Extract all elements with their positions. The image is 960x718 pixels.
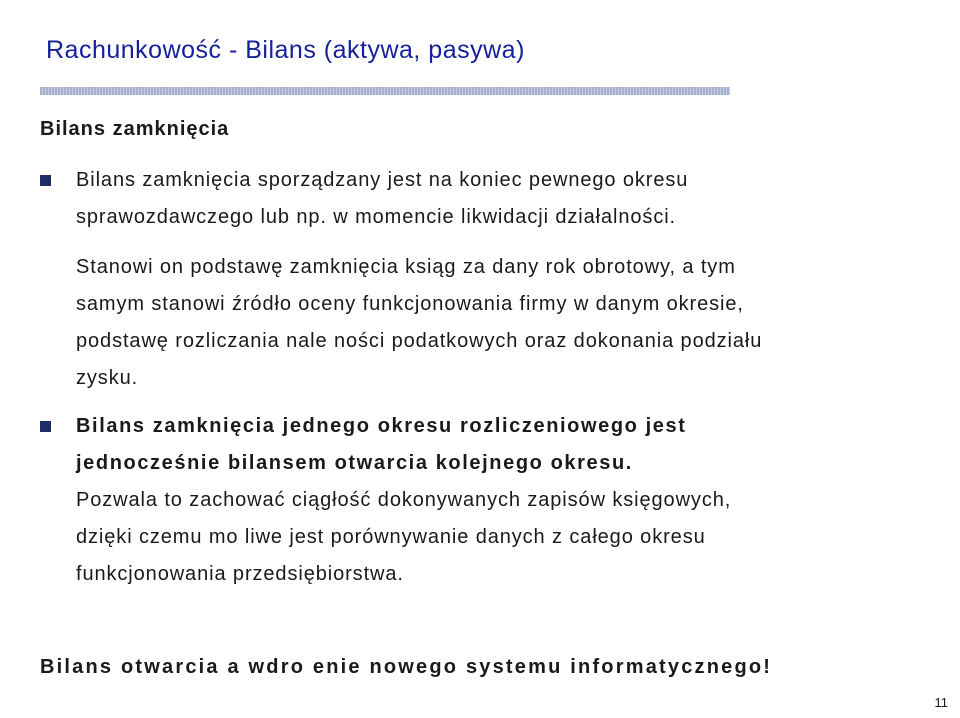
- bullet-3-line-3: funkcjonowania przedsiębiorstwa.: [76, 563, 404, 585]
- bullet-item-3: [76, 408, 936, 593]
- title-underline: [40, 87, 730, 95]
- bullet-3-line-2: dzięki czemu mo liwe jest porównywanie danych z całego okresu: [76, 526, 706, 548]
- bullet-3-bold-line-1: Bilans zamknięcia jednego okresu rozliczeniowego jest: [76, 415, 687, 437]
- bullet-1-line-2: sprawozdawczego lub np. w momencie likwidacji działalności.: [76, 206, 677, 228]
- page-number: 11: [934, 695, 948, 710]
- paragraph-2-line-2: samym stanowi źródło oceny funkcjonowania firmy w danym okresie,: [76, 293, 744, 315]
- bullet-item-1: [76, 162, 936, 236]
- bullet-1-line-1: Bilans zamknięcia sporządzany jest na koniec pewnego okresu: [76, 169, 689, 191]
- paragraph-2-line-4: zysku.: [76, 367, 139, 389]
- bullet-3-line-1: Pozwala to zachować ciągłość dokonywanych zapisów księgowych,: [76, 489, 732, 511]
- bullet-icon: [40, 175, 51, 186]
- footer-note: Bilans otwarcia a wdro enie nowego systemu informatycznego!: [40, 656, 773, 678]
- paragraph-2-line-3: podstawę rozliczania nale ności podatkowych oraz dokonania podziału: [76, 330, 763, 352]
- bullet-3-bold-line-2: jednocześnie bilansem otwarcia kolejnego okresu.: [76, 452, 633, 474]
- paragraph-2: [76, 249, 936, 397]
- slide-title: Rachunkowość - Bilans (aktywa, pasywa): [46, 36, 525, 64]
- section-heading: Bilans zamknięcia: [40, 118, 230, 140]
- bullet-icon: [40, 421, 51, 432]
- paragraph-2-line-1: Stanowi on podstawę zamknięcia ksiąg za dany rok obrotowy, a tym: [76, 256, 736, 278]
